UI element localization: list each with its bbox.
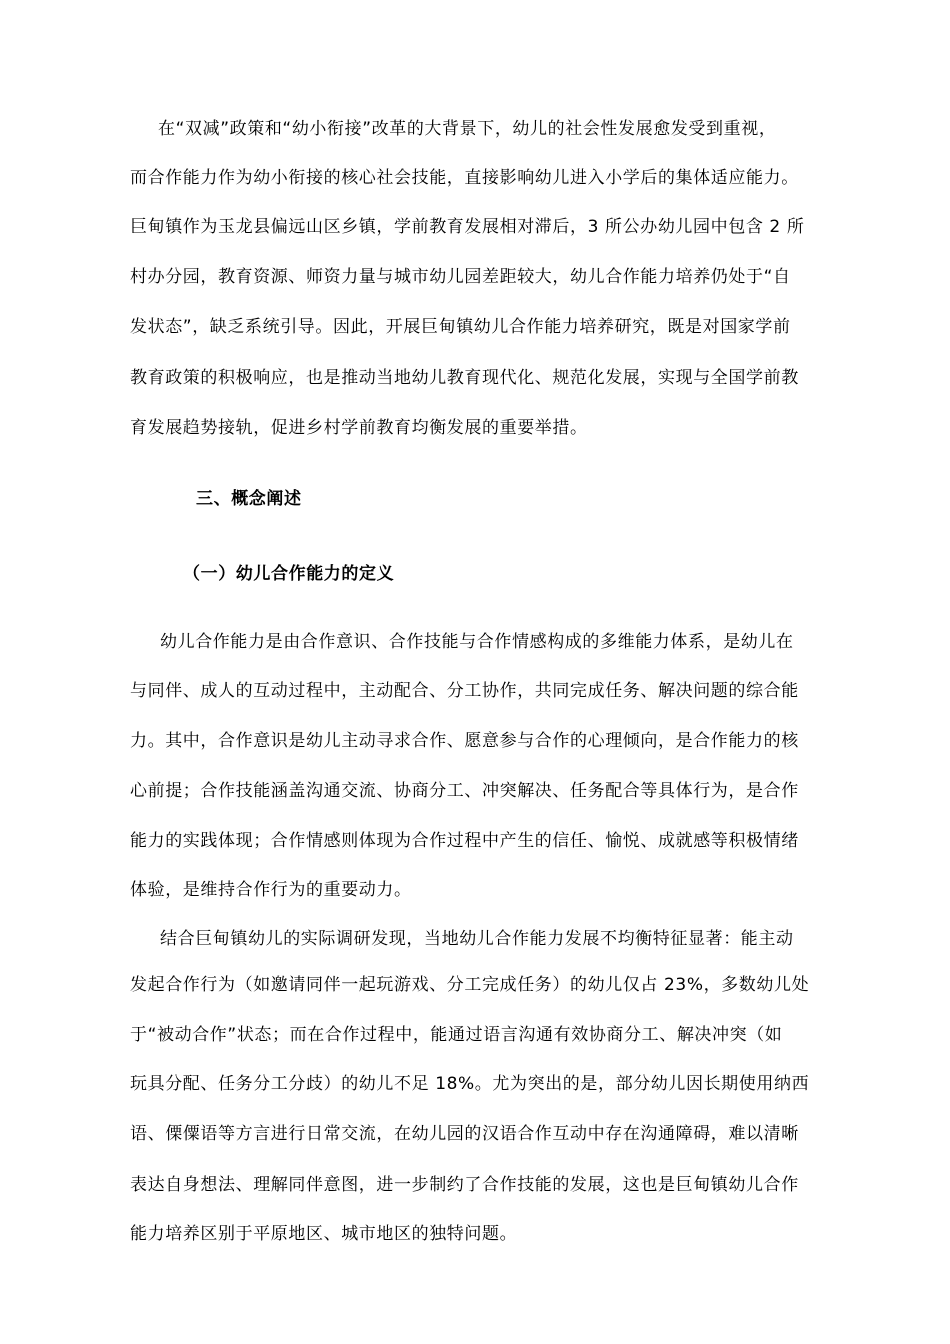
paragraph-3-line-3: 于“被动合作”状态；而在合作过程中，能通过语言沟通有效协商分工、解决冲突（如: [130, 1025, 783, 1045]
paragraph-2-line-1: 幼儿合作能力是由合作意识、合作技能与合作情感构成的多维能力体系，是幼儿在: [160, 632, 794, 652]
paragraph-1-line-3: 巨甸镇作为玉龙县偏远山区乡镇，学前教育发展相对滞后，3 所公办幼儿园中包含 2 所: [130, 217, 805, 237]
paragraph-1-line-7: 育发展趋势接轨，促进乡村学前教育均衡发展的重要举措。: [130, 418, 588, 438]
paragraph-3-line-1: 结合巨甸镇幼儿的实际调研发现，当地幼儿合作能力发展不均衡特征显著：能主动: [160, 929, 794, 949]
paragraph-3-line-7: 能力培养区别于平原地区、城市地区的独特问题。: [130, 1224, 518, 1244]
subsection-heading: （一）幼儿合作能力的定义: [183, 564, 395, 584]
paragraph-3-line-5: 语、傈僳语等方言进行日常交流，在幼儿园的汉语合作互动中存在沟通障碍，难以清晰: [130, 1124, 799, 1144]
paragraph-2-line-5: 能力的实践体现；合作情感则体现为合作过程中产生的信任、愉悦、成就感等积极情绪: [130, 831, 799, 851]
paragraph-2-line-6: 体验，是维持合作行为的重要动力。: [130, 880, 412, 900]
paragraph-2-line-2: 与同伴、成人的互动过程中，主动配合、分工协作，共同完成任务、解决问题的综合能: [130, 681, 799, 701]
paragraph-3-line-6: 表达自身想法、理解同伴意图，进一步制约了合作技能的发展，这也是巨甸镇幼儿合作: [130, 1175, 799, 1195]
paragraph-1-line-6: 教育政策的积极响应，也是推动当地幼儿教育现代化、规范化发展，实现与全国学前教: [130, 368, 799, 388]
paragraph-3-line-4: 玩具分配、任务分工分歧）的幼儿不足 18%。尤为突出的是，部分幼儿因长期使用纳西: [130, 1074, 810, 1094]
paragraph-1-line-1: 在“双减”政策和“幼小衔接”改革的大背景下，幼儿的社会性发展愈发受到重视，: [158, 119, 777, 139]
paragraph-1-line-5: 发状态”，缺乏系统引导。因此，开展巨甸镇幼儿合作能力培养研究，既是对国家学前: [130, 317, 791, 337]
paragraph-1-line-4: 村办分园，教育资源、师资力量与城市幼儿园差距较大，幼儿合作能力培养仍处于“自: [130, 267, 791, 287]
section-heading: 三、概念阐述: [196, 489, 302, 509]
paragraph-2-line-3: 力。其中，合作意识是幼儿主动寻求合作、愿意参与合作的心理倾向，是合作能力的核: [130, 731, 799, 751]
paragraph-3-line-2: 发起合作行为（如邀请同伴一起玩游戏、分工完成任务）的幼儿仅占 23%，多数幼儿处: [130, 975, 810, 995]
paragraph-1-line-2: 而合作能力作为幼小衔接的核心社会技能，直接影响幼儿进入小学后的集体适应能力。: [130, 168, 799, 188]
paragraph-2-line-4: 心前提；合作技能涵盖沟通交流、协商分工、冲突解决、任务配合等具体行为，是合作: [130, 781, 799, 801]
